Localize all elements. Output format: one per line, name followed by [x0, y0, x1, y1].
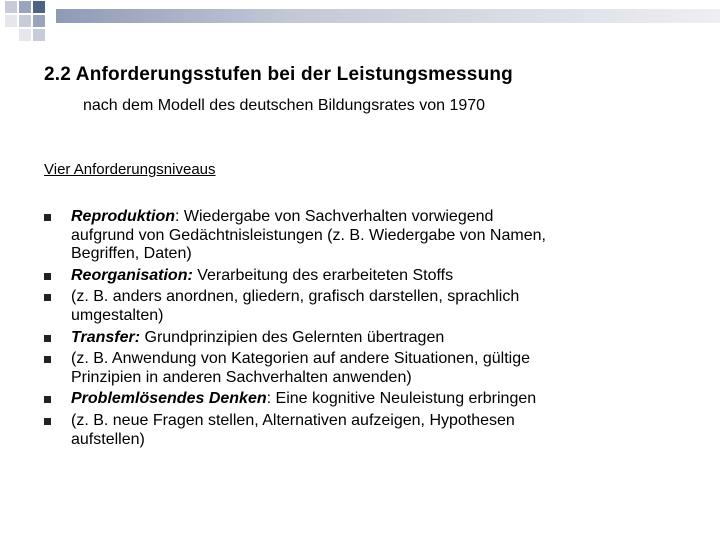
- bullet-first-line: Grundprinzipien des Gelernten übertragen: [140, 328, 445, 346]
- bullet-text: [71, 350, 681, 387]
- header-decoration: [0, 0, 720, 60]
- square-bullet-icon: [44, 214, 51, 221]
- bullet-term-separator: :: [175, 208, 180, 225]
- bullet-line: [71, 267, 681, 286]
- square-bullet-icon: [44, 335, 51, 342]
- header-gradient-bar: [56, 9, 720, 23]
- bullet-line: umgestalten): [71, 306, 164, 324]
- deco-square: [5, 15, 17, 27]
- bullet-text: [71, 288, 681, 325]
- bullet-line: Prinzipien in anderen Sachverhalten anwenden): [71, 368, 412, 386]
- bullet-term: Transfer:: [71, 328, 141, 346]
- bullet-line: [71, 390, 681, 409]
- square-bullet-icon: [44, 356, 51, 363]
- deco-square: [33, 1, 45, 13]
- bullet-term: Reorganisation:: [71, 266, 193, 284]
- bullet-first-line: Eine kognitive Neuleistung erbringen: [271, 390, 537, 408]
- section-label: Vier Anforderungsniveaus: [44, 161, 216, 178]
- deco-square: [5, 1, 17, 13]
- bullet-line: aufstellen): [71, 430, 145, 448]
- bullet-line: (z. B. Anwendung von Kategorien auf andere Situationen, gültige: [71, 350, 530, 368]
- bullet-line: Begriffen, Daten): [71, 245, 192, 263]
- bullet-line: [71, 208, 681, 227]
- bullet-line: (z. B. anders anordnen, gliedern, grafisch darstellen, sprachlich: [71, 288, 520, 306]
- bullet-term-separator: :: [266, 390, 272, 408]
- deco-square: [33, 15, 45, 27]
- bullet-line: aufgrund von Gedächtnisleistungen (z. B. Wiedergabe von Namen,: [71, 226, 546, 244]
- bullet-first-line: Wiedergabe von Sachverhalten vorwiegend: [179, 208, 494, 225]
- page-title: 2.2 Anforderungsstufen bei der Leistungsmessung: [44, 64, 513, 85]
- bullet-term: Reproduktion: [71, 208, 175, 225]
- deco-square: [19, 29, 31, 41]
- bullet-term: Problemlösendes Denken: [71, 390, 267, 408]
- page-subtitle: nach dem Modell des deutschen Bildungsrates von 1970: [83, 97, 486, 114]
- bullet-line: (z. B. neue Fragen stellen, Alternativen aufzeigen, Hypothesen: [71, 412, 515, 429]
- deco-square: [19, 15, 31, 27]
- square-bullet-icon: [44, 294, 51, 301]
- bullet-text: [71, 390, 681, 409]
- deco-square: [33, 29, 45, 41]
- square-bullet-icon: [44, 418, 51, 425]
- bullet-text: [71, 208, 681, 264]
- bullet-text: [71, 329, 681, 348]
- square-bullet-icon: [44, 273, 51, 280]
- deco-square: [19, 1, 31, 13]
- bullet-text: [71, 267, 681, 286]
- square-bullet-icon: [44, 396, 51, 403]
- bullet-line: [71, 329, 681, 348]
- bullet-first-line: Verarbeitung des erarbeiteten Stoffs: [192, 266, 454, 284]
- bullet-text: [71, 412, 681, 449]
